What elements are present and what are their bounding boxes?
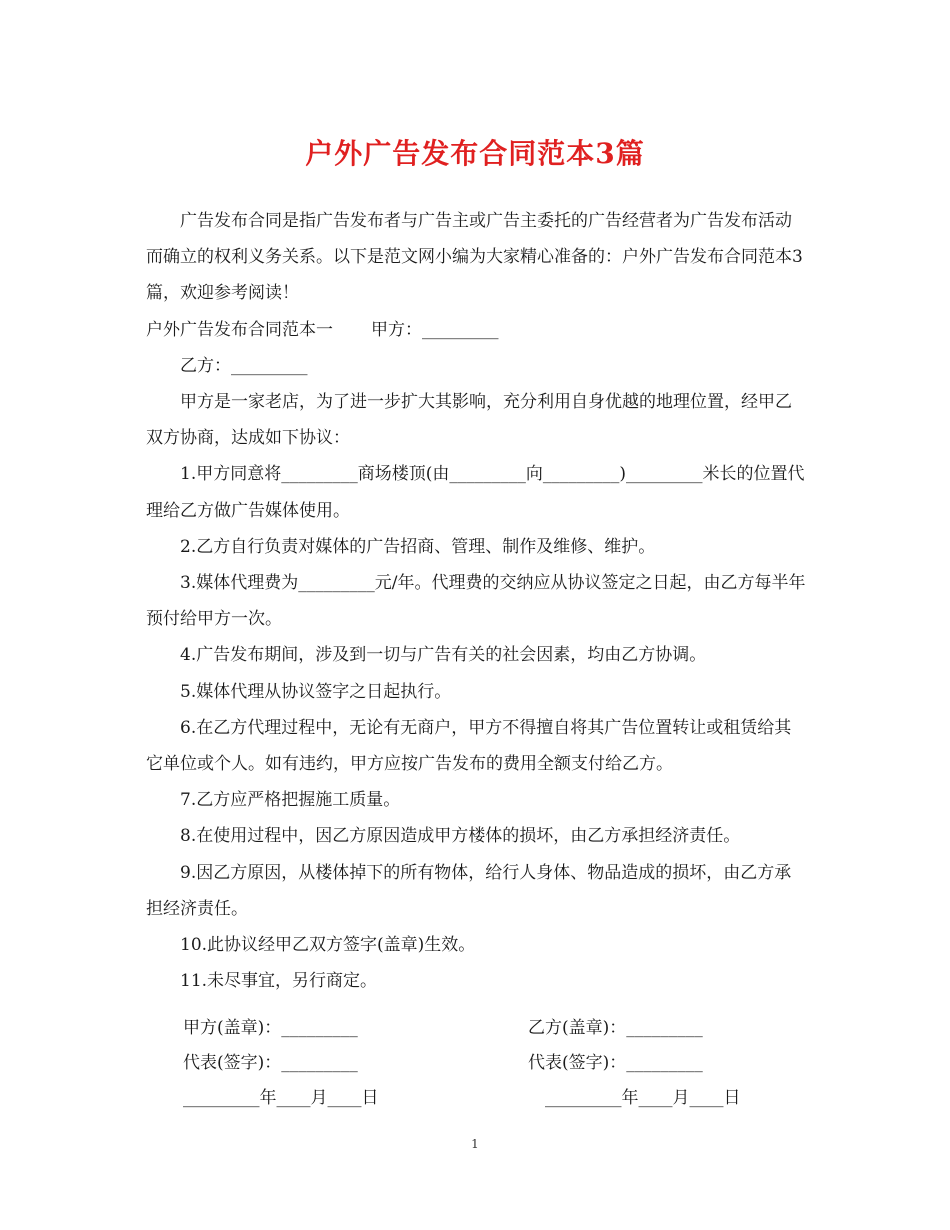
clause-2: 2.乙方自行负责对媒体的广告招商、管理、制作及维修、维护。 (180, 536, 656, 557)
clause-6: 6.在乙方代理过程中，无论有无商户，甲方不得擅自将其广告位置转让或租赁给其它单位或个人。如有违约，甲方应按广告发布的费用全额支付给乙方。 (146, 717, 792, 775)
clause-4: 4.广告发布期间，涉及到一切与广告有关的社会因素，均由乙方协调。 (180, 645, 707, 666)
clause-3: 3.媒体代理费为_________元/年。代理费的交纳应从协议签定之日起，由乙方每半年预付给甲方一次。 (146, 573, 806, 630)
clause-9: 9.因乙方原因，从楼体掉下的所有物体，给行人身体、物品造成的损坏，由乙方承担经济责任。 (146, 862, 792, 919)
clause-5: 5.媒体代理从协议签字之日起执行。 (180, 681, 452, 702)
party-a-seal: 甲方(盖章)：_________ (183, 1018, 358, 1038)
section-heading-line (146, 312, 806, 348)
document-body (146, 203, 806, 999)
clause-10: 10.此协议经甲乙双方签字(盖章)生效。 (180, 935, 476, 956)
document-title: 户外广告发布合同范本3篇 (305, 137, 645, 170)
clause-8: 8.在使用过程中，因乙方原因造成甲方楼体的损坏，由乙方承担经济责任。 (180, 826, 741, 847)
intro-paragraph: 广告发布合同是指广告发布者与广告主或广告主委托的广告经营者为广告发布活动而确立的权利义务关系。以下是范文网小编为大家精心准备的：户外广告发布合同范本3篇，欢迎参考阅读！ (146, 211, 803, 304)
preamble-paragraph: 甲方是一家老店，为了进一步扩大其影响，充分利用自身优越的地理位置，经甲乙双方协商，达成如下协议： (146, 392, 792, 449)
party-a-date: _________年____月____日 (183, 1088, 379, 1108)
section-title: 户外广告发布合同范本一 (146, 319, 333, 340)
party-a-representative: 代表(签字)：_________ (183, 1053, 358, 1073)
page-number: 1 (471, 1137, 479, 1151)
clause-7: 7.乙方应严格把握施工质量。 (180, 790, 401, 811)
party-a-line: 甲方：_________ (371, 319, 499, 340)
clause-1: 1.甲方同意将_________商场楼顶(由_________向_________)_________米长的位置代理给乙方做广告媒体使用。 (146, 464, 805, 521)
party-b-date: _________年____月____日 (545, 1088, 741, 1108)
party-b-representative: 代表(签字)：_________ (528, 1053, 703, 1073)
party-b-line: 乙方：_________ (180, 355, 308, 376)
clause-11: 11.未尽事宜，另行商定。 (180, 971, 378, 992)
party-b-seal: 乙方(盖章)：_________ (528, 1018, 703, 1038)
